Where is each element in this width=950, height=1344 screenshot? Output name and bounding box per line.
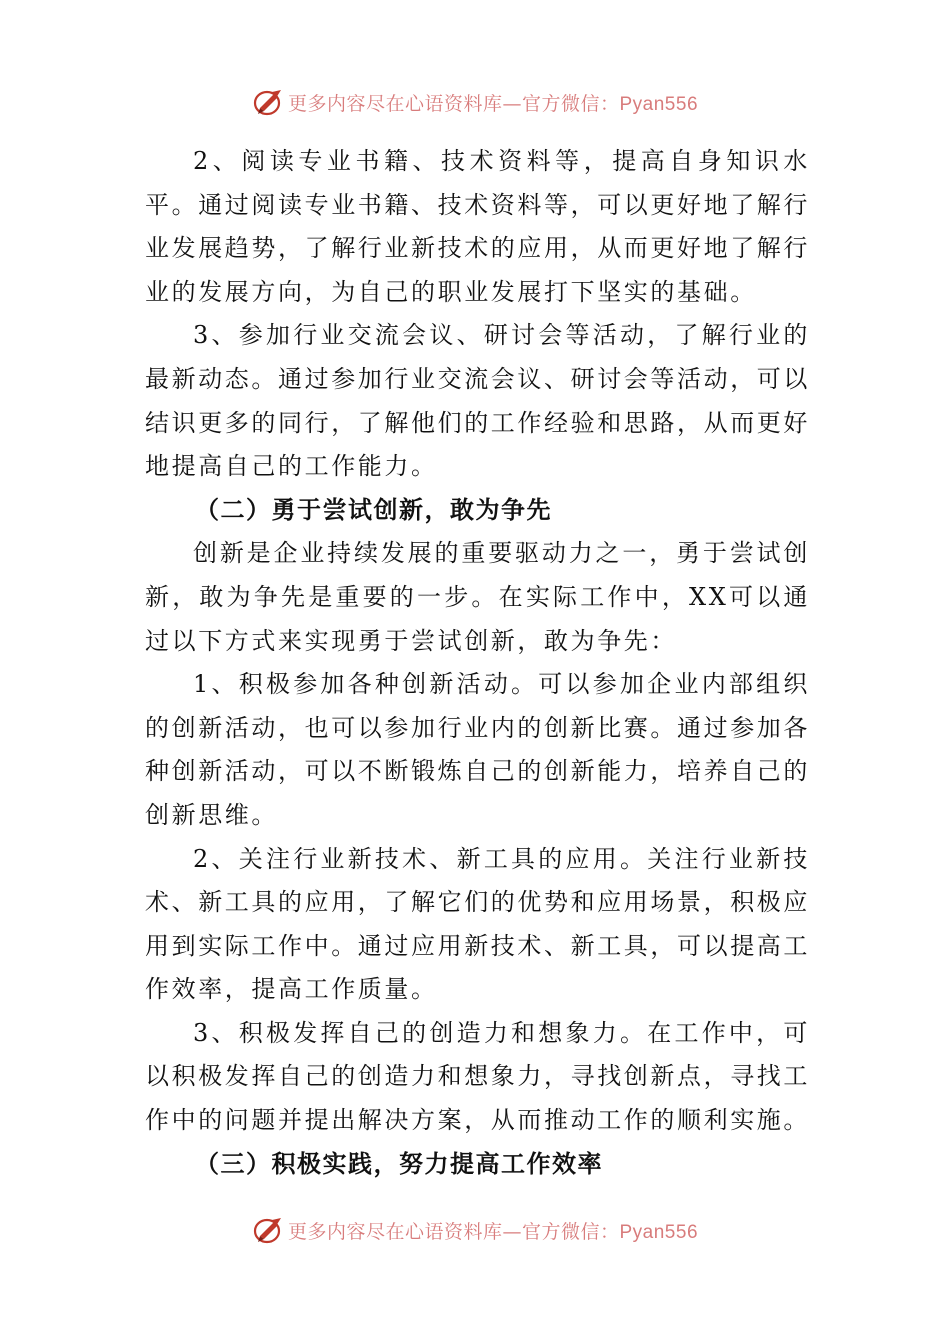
paragraph: 创新是企业持续发展的重要驱动力之一，勇于尝试创新，敢为争先是重要的一步。在实际工作中，XX可以通过以下方式来实现勇于尝试创新，敢为争先： <box>145 539 810 655</box>
paragraph: 3、积极发挥自己的创造力和想象力。在工作中，可以积极发挥自己的创造力和想象力，寻找创新点，寻找工作中的问题并提出解决方案，从而推动工作的顺利实施。 <box>145 1018 810 1135</box>
footer-watermark <box>0 1210 950 1250</box>
watermark-text: 更多内容尽在心语资料库—官方微信：Pyan556 <box>287 1220 699 1243</box>
pen-logo-icon <box>252 1214 284 1246</box>
paragraph: 1、积极参加各种创新活动。可以参加企业内部组织的创新活动，也可以参加行业内的创新比赛。通过参加各种创新活动，可以不断锻炼自己的创新能力，培养自己的创新思维。 <box>145 670 810 829</box>
paragraph: 2、关注行业新技术、新工具的应用。关注行业新技术、新工具的应用，了解它们的优势和应用场景，积极应用到实际工作中。通过应用新技术、新工具，可以提高工作效率，提高工作质量。 <box>145 844 810 1004</box>
paragraph: 2、阅读专业书籍、技术资料等，提高自身知识水平。通过阅读专业书籍、技术资料等，可以更好地了解行业发展趋势，了解行业新技术的应用，从而更好地了解行业的发展方向，为自己的职业发展打下坚实的基础。 <box>145 147 810 306</box>
document-body <box>145 140 810 1186</box>
section-heading: （二）勇于尝试创新，敢为争先 <box>195 495 552 524</box>
pen-logo-icon <box>252 86 284 118</box>
watermark-text: 更多内容尽在心语资料库—官方微信：Pyan556 <box>287 92 699 115</box>
paragraph: 3、参加行业交流会议、研讨会等活动，了解行业的最新动态。通过参加行业交流会议、研讨会等活动，可以结识更多的同行，了解他们的工作经验和思路，从而更好地提高自己的工作能力。 <box>145 321 810 481</box>
header-watermark <box>0 82 950 122</box>
section-heading: （三）积极实践，努力提高工作效率 <box>195 1149 603 1178</box>
